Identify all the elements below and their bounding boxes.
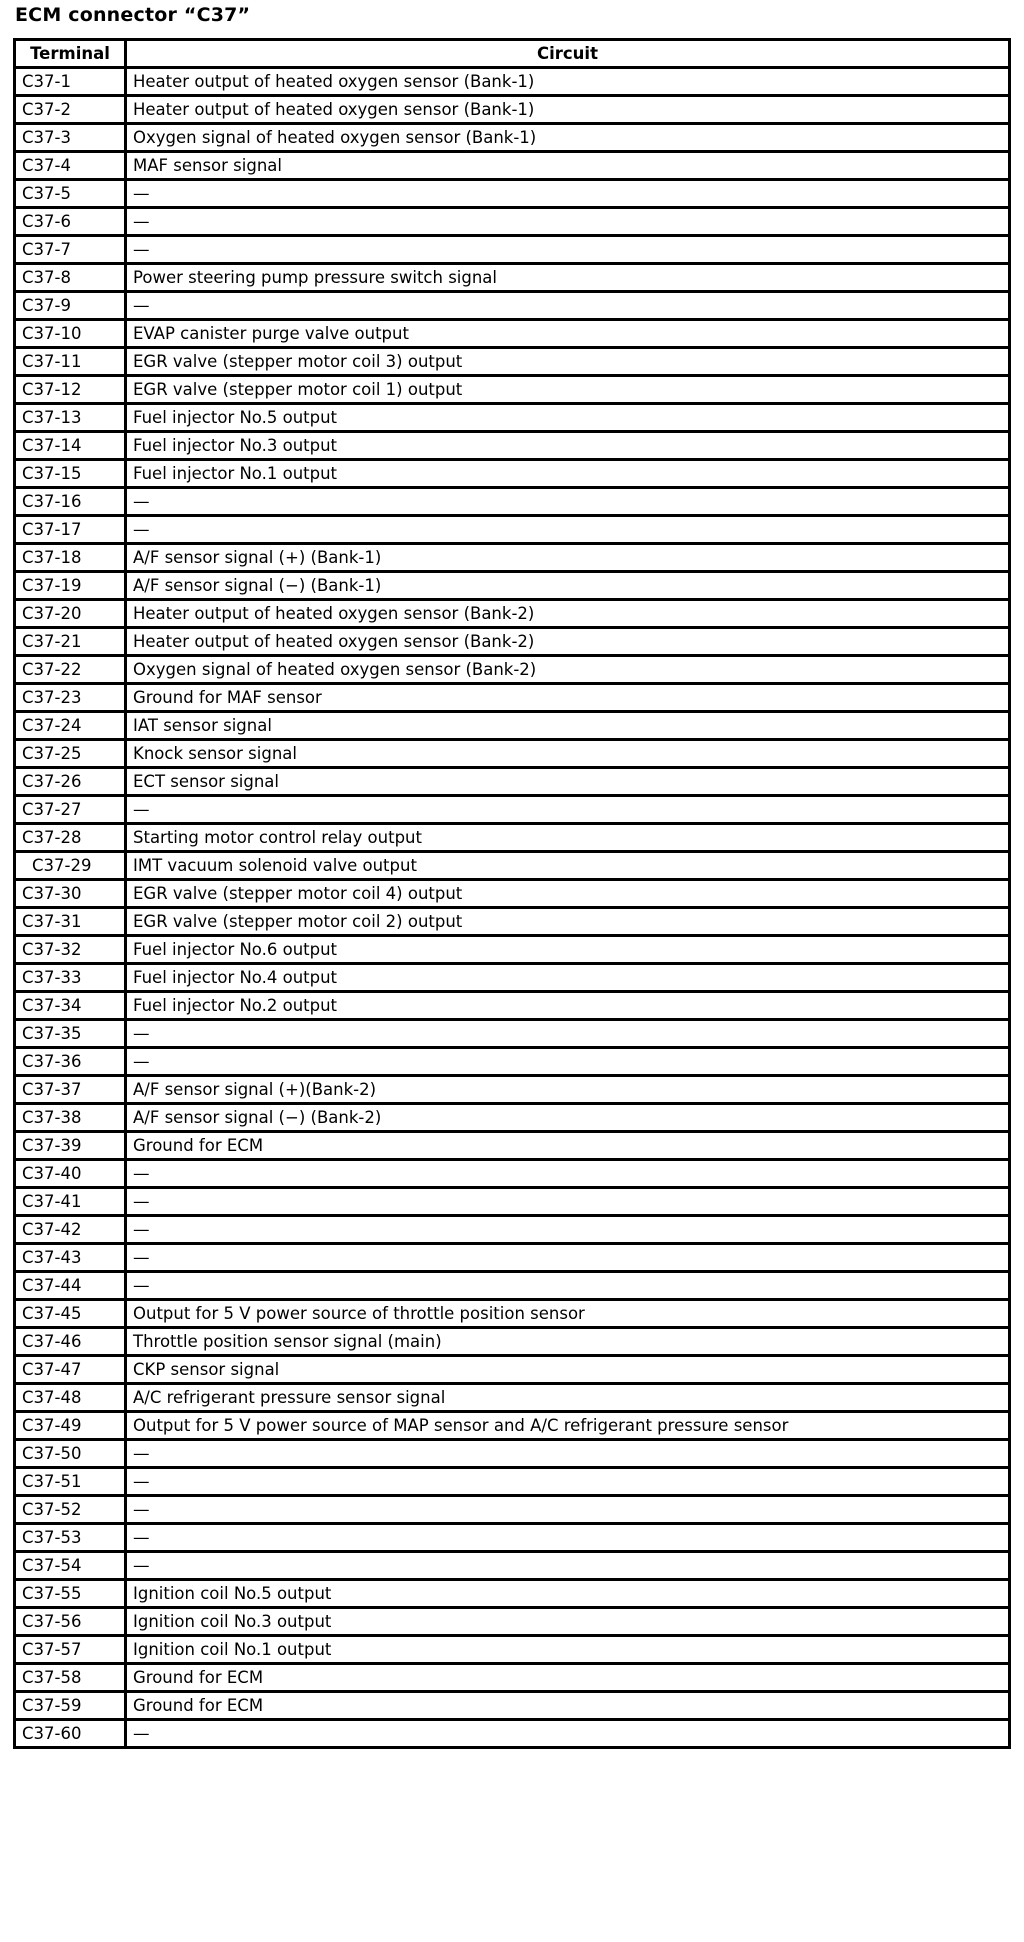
table-row: [15, 1496, 1010, 1524]
table-row: [15, 796, 1010, 824]
connector-table: [13, 38, 1011, 1749]
circuit-cell: IAT sensor signal: [126, 712, 1010, 740]
table-row: [15, 852, 1010, 880]
table-row: [15, 1468, 1010, 1496]
circuit-cell: —: [126, 1468, 1010, 1496]
table-row: [15, 572, 1010, 600]
table-row: [15, 1524, 1010, 1552]
circuit-cell: Ignition coil No.1 output: [126, 1636, 1010, 1664]
table-row: [15, 1020, 1010, 1048]
circuit-cell: A/F sensor signal (−) (Bank-2): [126, 1104, 1010, 1132]
table-row: [15, 1076, 1010, 1104]
circuit-cell: Heater output of heated oxygen sensor (Bank-2): [126, 628, 1010, 656]
circuit-cell: —: [126, 1524, 1010, 1552]
terminal-cell: C37-43: [15, 1244, 126, 1272]
table-row: [15, 152, 1010, 180]
circuit-cell: —: [126, 1020, 1010, 1048]
circuit-cell: —: [126, 796, 1010, 824]
terminal-cell: C37-40: [15, 1160, 126, 1188]
table-row: [15, 68, 1010, 96]
circuit-cell: EGR valve (stepper motor coil 3) output: [126, 348, 1010, 376]
circuit-cell: Fuel injector No.4 output: [126, 964, 1010, 992]
table-row: [15, 992, 1010, 1020]
circuit-cell: —: [126, 1160, 1010, 1188]
terminal-cell: C37-38: [15, 1104, 126, 1132]
table-row: [15, 348, 1010, 376]
circuit-cell: EGR valve (stepper motor coil 2) output: [126, 908, 1010, 936]
terminal-cell: C37-12: [15, 376, 126, 404]
terminal-cell: C37-4: [15, 152, 126, 180]
table-row: [15, 460, 1010, 488]
table-row: [15, 712, 1010, 740]
terminal-cell: C37-3: [15, 124, 126, 152]
terminal-cell: C37-20: [15, 600, 126, 628]
circuit-cell: —: [126, 1048, 1010, 1076]
terminal-cell: C37-44: [15, 1272, 126, 1300]
table-row: [15, 292, 1010, 320]
table-row: [15, 908, 1010, 936]
table-row: [15, 1692, 1010, 1720]
circuit-cell: Output for 5 V power source of MAP sensor and A/C refrigerant pressure sensor: [126, 1412, 1010, 1440]
circuit-cell: —: [126, 292, 1010, 320]
table-row: [15, 320, 1010, 348]
terminal-cell: C37-29: [15, 852, 126, 880]
terminal-cell: C37-47: [15, 1356, 126, 1384]
table-row: [15, 264, 1010, 292]
table-row: [15, 824, 1010, 852]
circuit-cell: Knock sensor signal: [126, 740, 1010, 768]
terminal-cell: C37-23: [15, 684, 126, 712]
table-row: [15, 1244, 1010, 1272]
table-row: [15, 964, 1010, 992]
circuit-cell: Oxygen signal of heated oxygen sensor (Bank-2): [126, 656, 1010, 684]
terminal-cell: C37-19: [15, 572, 126, 600]
circuit-column-header: Circuit: [126, 40, 1010, 68]
table-row: [15, 684, 1010, 712]
circuit-cell: Ground for ECM: [126, 1132, 1010, 1160]
terminal-cell: C37-14: [15, 432, 126, 460]
table-header-row: [15, 40, 1010, 68]
table-body: [15, 68, 1010, 1748]
circuit-cell: EVAP canister purge valve output: [126, 320, 1010, 348]
table-row: [15, 1328, 1010, 1356]
circuit-cell: —: [126, 1720, 1010, 1748]
terminal-cell: C37-10: [15, 320, 126, 348]
circuit-cell: EGR valve (stepper motor coil 4) output: [126, 880, 1010, 908]
terminal-cell: C37-33: [15, 964, 126, 992]
terminal-cell: C37-28: [15, 824, 126, 852]
circuit-cell: Heater output of heated oxygen sensor (Bank-2): [126, 600, 1010, 628]
terminal-cell: C37-49: [15, 1412, 126, 1440]
terminal-cell: C37-50: [15, 1440, 126, 1468]
circuit-cell: Fuel injector No.1 output: [126, 460, 1010, 488]
table-row: [15, 432, 1010, 460]
terminal-cell: C37-2: [15, 96, 126, 124]
circuit-cell: Ground for MAF sensor: [126, 684, 1010, 712]
circuit-cell: —: [126, 1552, 1010, 1580]
circuit-cell: CKP sensor signal: [126, 1356, 1010, 1384]
terminal-cell: C37-27: [15, 796, 126, 824]
terminal-cell: C37-7: [15, 236, 126, 264]
circuit-cell: —: [126, 1216, 1010, 1244]
terminal-cell: C37-16: [15, 488, 126, 516]
circuit-cell: Output for 5 V power source of throttle position sensor: [126, 1300, 1010, 1328]
table-row: [15, 124, 1010, 152]
table-row: [15, 936, 1010, 964]
terminal-cell: C37-48: [15, 1384, 126, 1412]
terminal-cell: C37-45: [15, 1300, 126, 1328]
table-row: [15, 544, 1010, 572]
terminal-cell: C37-9: [15, 292, 126, 320]
terminal-cell: C37-60: [15, 1720, 126, 1748]
terminal-column-header: Terminal: [15, 40, 126, 68]
terminal-cell: C37-17: [15, 516, 126, 544]
circuit-cell: —: [126, 236, 1010, 264]
table-row: [15, 1188, 1010, 1216]
circuit-cell: Oxygen signal of heated oxygen sensor (Bank-1): [126, 124, 1010, 152]
circuit-cell: Power steering pump pressure switch signal: [126, 264, 1010, 292]
table-row: [15, 1132, 1010, 1160]
table-row: [15, 1272, 1010, 1300]
terminal-cell: C37-21: [15, 628, 126, 656]
terminal-cell: C37-25: [15, 740, 126, 768]
circuit-cell: —: [126, 488, 1010, 516]
circuit-cell: MAF sensor signal: [126, 152, 1010, 180]
table-row: [15, 656, 1010, 684]
table-row: [15, 1580, 1010, 1608]
terminal-cell: C37-24: [15, 712, 126, 740]
terminal-cell: C37-5: [15, 180, 126, 208]
terminal-cell: C37-13: [15, 404, 126, 432]
circuit-cell: A/F sensor signal (+)(Bank-2): [126, 1076, 1010, 1104]
table-row: [15, 208, 1010, 236]
circuit-cell: Throttle position sensor signal (main): [126, 1328, 1010, 1356]
table-row: [15, 1440, 1010, 1468]
terminal-cell: C37-32: [15, 936, 126, 964]
circuit-cell: Heater output of heated oxygen sensor (Bank-1): [126, 68, 1010, 96]
circuit-cell: Fuel injector No.2 output: [126, 992, 1010, 1020]
circuit-cell: ECT sensor signal: [126, 768, 1010, 796]
terminal-cell: C37-15: [15, 460, 126, 488]
terminal-cell: C37-37: [15, 1076, 126, 1104]
circuit-cell: Heater output of heated oxygen sensor (Bank-1): [126, 96, 1010, 124]
circuit-cell: A/F sensor signal (+) (Bank-1): [126, 544, 1010, 572]
table-row: [15, 1104, 1010, 1132]
terminal-cell: C37-6: [15, 208, 126, 236]
circuit-cell: Fuel injector No.5 output: [126, 404, 1010, 432]
table-row: [15, 1720, 1010, 1748]
table-row: [15, 600, 1010, 628]
terminal-cell: C37-30: [15, 880, 126, 908]
table-row: [15, 488, 1010, 516]
table-row: [15, 1608, 1010, 1636]
terminal-cell: C37-41: [15, 1188, 126, 1216]
table-row: [15, 1664, 1010, 1692]
circuit-cell: —: [126, 516, 1010, 544]
terminal-cell: C37-39: [15, 1132, 126, 1160]
terminal-cell: C37-58: [15, 1664, 126, 1692]
terminal-cell: C37-57: [15, 1636, 126, 1664]
terminal-cell: C37-35: [15, 1020, 126, 1048]
circuit-cell: Fuel injector No.6 output: [126, 936, 1010, 964]
table-row: [15, 516, 1010, 544]
table-row: [15, 404, 1010, 432]
circuit-cell: —: [126, 1440, 1010, 1468]
terminal-cell: C37-36: [15, 1048, 126, 1076]
table-row: [15, 740, 1010, 768]
table-row: [15, 1384, 1010, 1412]
terminal-cell: C37-1: [15, 68, 126, 96]
terminal-cell: C37-56: [15, 1608, 126, 1636]
circuit-cell: Ignition coil No.3 output: [126, 1608, 1010, 1636]
table-row: [15, 1552, 1010, 1580]
terminal-cell: C37-42: [15, 1216, 126, 1244]
table-row: [15, 180, 1010, 208]
terminal-cell: C37-55: [15, 1580, 126, 1608]
table-row: [15, 1048, 1010, 1076]
circuit-cell: —: [126, 1244, 1010, 1272]
table-row: [15, 1636, 1010, 1664]
circuit-cell: IMT vacuum solenoid valve output: [126, 852, 1010, 880]
terminal-cell: C37-8: [15, 264, 126, 292]
terminal-cell: C37-18: [15, 544, 126, 572]
terminal-cell: C37-54: [15, 1552, 126, 1580]
table-row: [15, 880, 1010, 908]
terminal-cell: C37-11: [15, 348, 126, 376]
terminal-cell: C37-22: [15, 656, 126, 684]
terminal-cell: C37-53: [15, 1524, 126, 1552]
terminal-cell: C37-31: [15, 908, 126, 936]
circuit-cell: —: [126, 180, 1010, 208]
table-row: [15, 1412, 1010, 1440]
terminal-cell: C37-34: [15, 992, 126, 1020]
page-title: ECM connector “C37”: [15, 4, 251, 26]
table-row: [15, 1216, 1010, 1244]
table-row: [15, 768, 1010, 796]
circuit-cell: Fuel injector No.3 output: [126, 432, 1010, 460]
circuit-cell: —: [126, 1188, 1010, 1216]
circuit-cell: Ignition coil No.5 output: [126, 1580, 1010, 1608]
table-row: [15, 376, 1010, 404]
terminal-cell: C37-51: [15, 1468, 126, 1496]
table-row: [15, 1300, 1010, 1328]
table-row: [15, 236, 1010, 264]
circuit-cell: EGR valve (stepper motor coil 1) output: [126, 376, 1010, 404]
terminal-cell: C37-59: [15, 1692, 126, 1720]
table-row: [15, 628, 1010, 656]
terminal-cell: C37-26: [15, 768, 126, 796]
table-row: [15, 1160, 1010, 1188]
circuit-cell: Ground for ECM: [126, 1692, 1010, 1720]
table-row: [15, 96, 1010, 124]
circuit-cell: —: [126, 1272, 1010, 1300]
circuit-cell: A/C refrigerant pressure sensor signal: [126, 1384, 1010, 1412]
terminal-cell: C37-46: [15, 1328, 126, 1356]
circuit-cell: —: [126, 1496, 1010, 1524]
circuit-cell: A/F sensor signal (−) (Bank-1): [126, 572, 1010, 600]
circuit-cell: —: [126, 208, 1010, 236]
circuit-cell: Starting motor control relay output: [126, 824, 1010, 852]
terminal-cell: C37-52: [15, 1496, 126, 1524]
circuit-cell: Ground for ECM: [126, 1664, 1010, 1692]
table-row: [15, 1356, 1010, 1384]
